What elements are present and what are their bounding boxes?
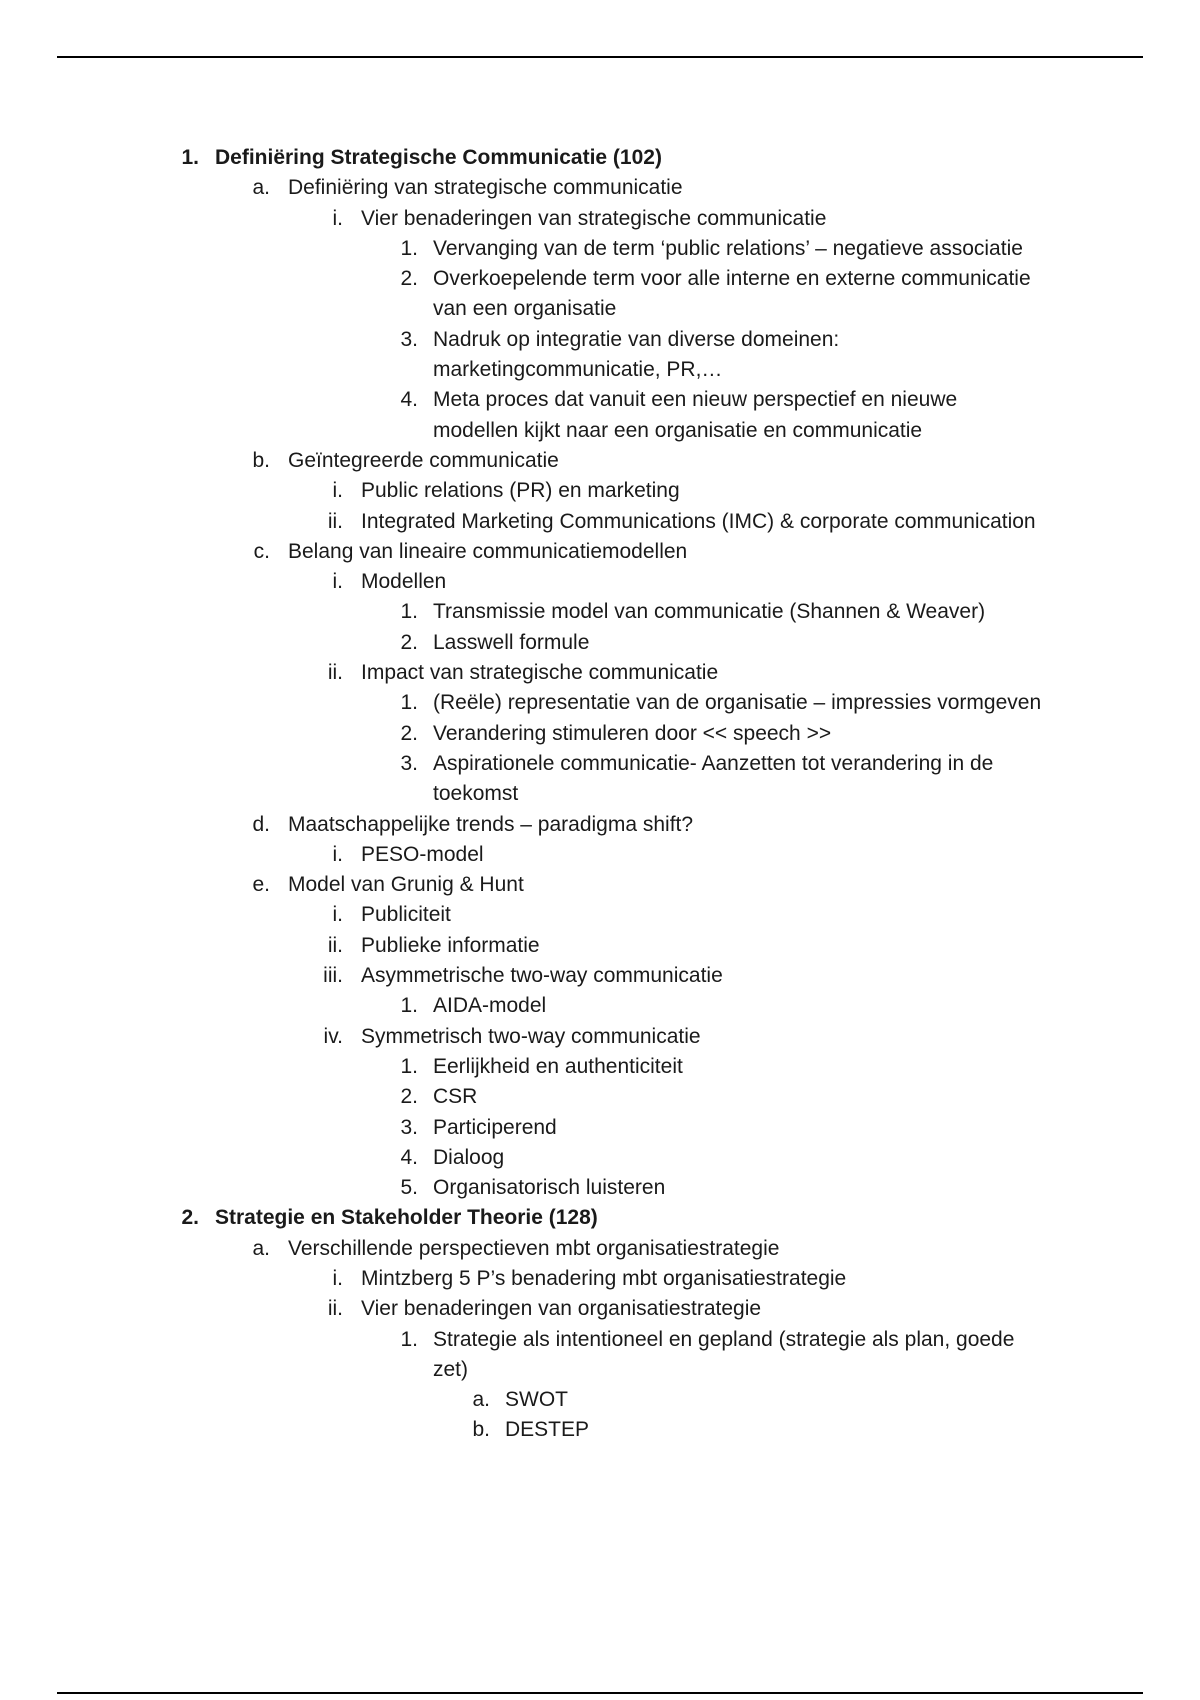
list-marker: a. (252, 1236, 270, 1260)
list-marker: i. (332, 1266, 343, 1290)
outline-item-text: CSR (433, 1085, 478, 1109)
outline-item (0, 719, 1200, 749)
list-marker: ii. (327, 933, 343, 957)
section-heading (0, 143, 1200, 173)
outline-item-text: Definiëring van strategische communicatie (288, 176, 683, 200)
outline-item-text: Strategie en Stakeholder Theorie (128) (215, 1206, 598, 1230)
list-marker: 2. (181, 1206, 199, 1230)
outline-item-text: Publiciteit (361, 903, 451, 927)
document-outline (0, 143, 1200, 1446)
list-marker: c. (253, 539, 270, 563)
outline-item (0, 567, 1200, 597)
list-marker: 1. (400, 1054, 418, 1078)
outline-item (0, 385, 1200, 446)
outline-item (0, 991, 1200, 1021)
outline-item-text: Meta proces dat vanuit een nieuw perspectief en nieuwe modellen kijkt naar een organisatie en communicatie (433, 388, 958, 442)
list-marker: i. (332, 206, 343, 230)
outline-item-text: Dialoog (433, 1145, 505, 1169)
section-heading (0, 1203, 1200, 1233)
list-marker: i. (332, 479, 343, 503)
outline-item (0, 173, 1200, 203)
outline-item-text: Aspirationele communicatie- Aanzetten tot verandering in de toekomst (433, 751, 994, 806)
outline-item (0, 1143, 1200, 1173)
outline-item (0, 476, 1200, 506)
list-marker: iii. (323, 964, 343, 988)
outline-item (0, 597, 1200, 627)
outline-item-text: Modellen (361, 570, 447, 594)
outline-item-text: Vervanging van de term ‘public relations’ – negatieve associatie (433, 236, 1023, 260)
outline-item-text: Strategie als intentioneel en gepland (strategie als plan, goede zet) (433, 1327, 1015, 1381)
list-marker: 2. (400, 267, 418, 291)
list-marker: i. (332, 570, 343, 594)
list-marker: a. (252, 176, 270, 200)
list-marker: 2. (400, 630, 418, 654)
outline-item-text: Symmetrisch two-way communicatie (361, 1024, 701, 1048)
list-marker: ii. (327, 1297, 343, 1321)
outline-item-text: Publieke informatie (361, 933, 540, 957)
outline-item-text: Verandering stimuleren door << speech >> (433, 721, 832, 745)
list-marker: 1. (400, 1327, 418, 1351)
outline-item (0, 1385, 1200, 1415)
outline-item (0, 1325, 1200, 1386)
outline-item-text: Belang van lineaire communicatiemodellen (288, 539, 688, 563)
outline-item (0, 658, 1200, 688)
outline-item-text: Vier benaderingen van organisatiestrategie (361, 1297, 762, 1321)
outline-item-text: Geïntegreerde communicatie (288, 448, 559, 472)
outline-item (0, 507, 1200, 537)
outline-item (0, 1294, 1200, 1324)
outline-item (0, 1415, 1200, 1445)
list-marker: ii. (327, 509, 343, 533)
outline-item (0, 900, 1200, 930)
list-marker: b. (472, 1418, 490, 1442)
outline-item-text: Mintzberg 5 P’s benadering mbt organisatiestrategie (361, 1266, 847, 1290)
list-marker: 1. (181, 146, 199, 169)
list-marker: 2. (400, 721, 418, 745)
outline-item (0, 961, 1200, 991)
list-marker: iv. (323, 1024, 343, 1048)
list-marker: a. (472, 1388, 490, 1412)
outline-item (0, 1052, 1200, 1082)
outline-item-text: Model van Grunig & Hunt (288, 873, 524, 897)
list-marker: 1. (400, 236, 418, 260)
outline-item (0, 1234, 1200, 1264)
outline-item (0, 446, 1200, 476)
list-marker: 5. (400, 1176, 418, 1200)
outline-item (0, 1113, 1200, 1143)
outline-item-text: AIDA-model (433, 994, 547, 1018)
outline-item-text: Verschillende perspectieven mbt organisatiestrategie (288, 1236, 780, 1260)
outline-item-text: Transmissie model van communicatie (Shannen & Weaver) (433, 600, 986, 624)
outline-item (0, 870, 1200, 900)
outline-item (0, 1082, 1200, 1112)
list-marker: d. (252, 812, 270, 836)
outline-item-text: Organisatorisch luisteren (433, 1176, 666, 1200)
list-marker: ii. (327, 661, 343, 685)
list-marker: i. (332, 842, 343, 866)
list-marker: 2. (400, 1085, 418, 1109)
list-marker: 4. (400, 1145, 418, 1169)
outline-item-text: DESTEP (505, 1418, 590, 1442)
outline-item (0, 931, 1200, 961)
outline-item-text: Vier benaderingen van strategische communicatie (361, 206, 827, 230)
outline-item (0, 810, 1200, 840)
list-marker: 3. (400, 1115, 418, 1139)
outline-item (0, 537, 1200, 567)
outline-item (0, 1173, 1200, 1203)
list-marker: e. (252, 873, 270, 897)
outline-item (0, 234, 1200, 264)
outline-item-text: Overkoepelende term voor alle interne en externe communicatie van een organisatie (433, 267, 1031, 321)
outline-item-text: Maatschappelijke trends – paradigma shift? (288, 812, 694, 836)
outline-item-text: SWOT (505, 1388, 568, 1412)
list-marker: 3. (400, 327, 418, 351)
header-rule (57, 56, 1143, 58)
outline-item-text: Eerlijkheid en authenticiteit (433, 1054, 683, 1078)
outline-item (0, 749, 1200, 810)
outline-item-text: Definiëring Strategische Communicatie (102) (215, 146, 662, 169)
outline-item (0, 840, 1200, 870)
outline-item-text: Participerend (433, 1115, 557, 1139)
outline-item-text: Integrated Marketing Communications (IMC) & corporate communication (361, 509, 1036, 533)
list-marker: 1. (400, 994, 418, 1018)
outline-item (0, 264, 1200, 325)
outline-item-text: Impact van strategische communicatie (361, 661, 719, 685)
outline-item (0, 628, 1200, 658)
outline-item (0, 688, 1200, 718)
outline-item-text: (Reële) representatie van de organisatie – impressies vormgeven (433, 691, 1042, 715)
list-marker: 1. (400, 600, 418, 624)
footer-rule (57, 1692, 1143, 1694)
outline-item (0, 1264, 1200, 1294)
outline-item (0, 325, 1200, 386)
outline-item-text: Asymmetrische two-way communicatie (361, 964, 723, 988)
outline-item-text: Public relations (PR) en marketing (361, 479, 680, 503)
outline-item-text: PESO-model (361, 842, 484, 866)
list-marker: 4. (400, 388, 418, 412)
outline-item-text: Nadruk op integratie van diverse domeinen: marketingcommunicatie, PR,… (433, 327, 840, 382)
outline-item (0, 1022, 1200, 1052)
outline-item (0, 204, 1200, 234)
list-marker: 3. (400, 751, 418, 775)
outline-item-text: Lasswell formule (433, 630, 590, 654)
list-marker: 1. (400, 691, 418, 715)
list-marker: i. (332, 903, 343, 927)
list-marker: b. (252, 448, 270, 472)
